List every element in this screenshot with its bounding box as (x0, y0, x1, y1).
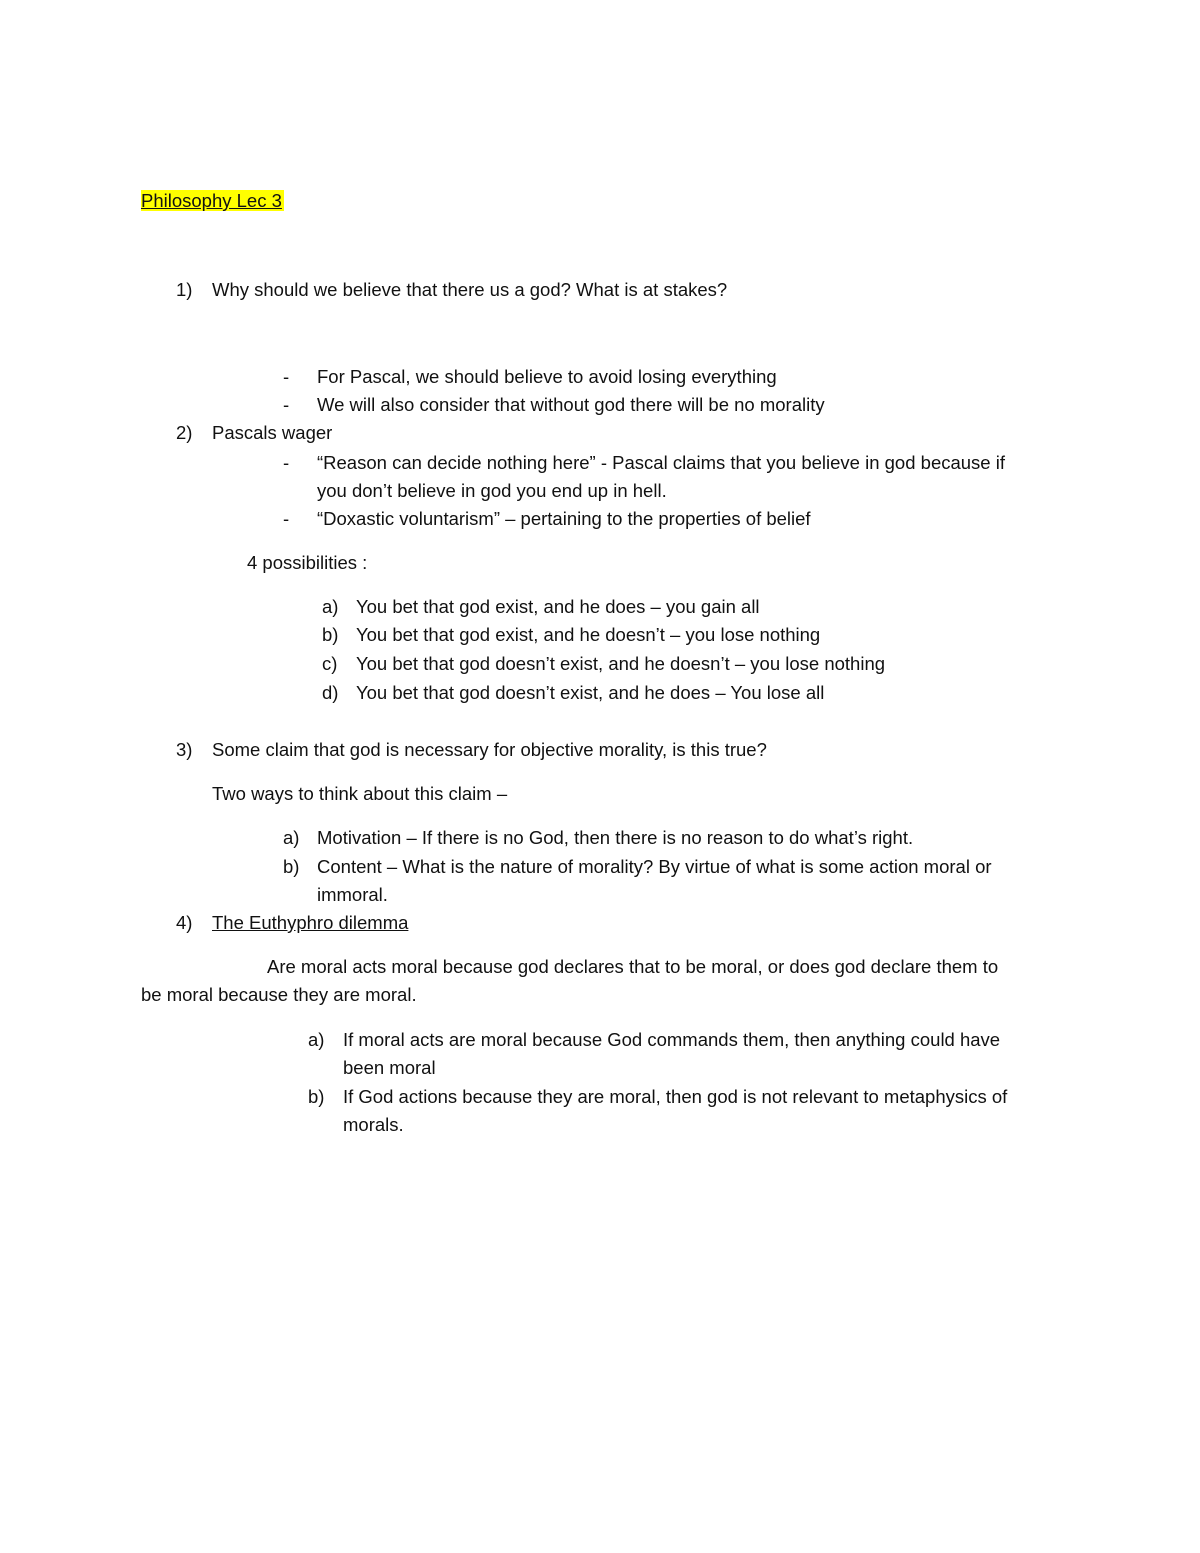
q1-number: 1) (176, 279, 193, 300)
q4-item-b-mark: b) (308, 1086, 325, 1107)
document-title: Philosophy Lec 3 (141, 190, 282, 211)
possibility-a-mark: a) (322, 596, 339, 617)
q4-item-a-mark: a) (308, 1029, 325, 1050)
q4-text: The Euthyphro dilemma (212, 912, 409, 933)
q2-bullet-2-line1: “Doxastic voluntarism” – pertaining to the properties of belief (317, 508, 811, 529)
possibility-d-mark: d) (322, 682, 339, 703)
q1-bullet-2-text: We will also consider that without god there will be no morality (317, 394, 825, 415)
q4-number: 4) (176, 912, 193, 933)
q2-number: 2) (176, 422, 193, 443)
possibility-a-text: You bet that god exist, and he does – you gain all (356, 596, 760, 617)
possibility-b-mark: b) (322, 624, 339, 645)
q2-bullet-1-mark: - (283, 452, 290, 473)
way-a-mark: a) (283, 827, 300, 848)
q2-bullet-2-mark: - (283, 508, 290, 529)
q1-text: Why should we believe that there us a god? What is at stakes? (212, 279, 728, 300)
q1-bullet-2-mark: - (283, 394, 290, 415)
q2-bullet-1-line2: you don’t believe in god you end up in hell. (317, 480, 667, 501)
q2-text: Pascals wager (212, 422, 333, 443)
ways-label: Two ways to think about this claim – (212, 783, 508, 804)
document-title-line (141, 189, 284, 213)
q4-item-b-line2: morals. (343, 1114, 404, 1135)
q1-bullet-1-text: For Pascal, we should believe to avoid losing everything (317, 366, 777, 387)
q4-item-a-line2: been moral (343, 1057, 436, 1078)
q3-text: Some claim that god is necessary for objective morality, is this true? (212, 739, 767, 760)
way-b-line1: Content – What is the nature of morality? By virtue of what is some action moral or (317, 856, 992, 877)
possibilities-label: 4 possibilities : (247, 552, 368, 573)
possibility-d-text: You bet that god doesn’t exist, and he does – You lose all (356, 682, 825, 703)
q2-bullet-1-line1: “Reason can decide nothing here” - Pascal claims that you believe in god because if (317, 452, 1005, 473)
q4-item-a-line1: If moral acts are moral because God commands them, then anything could have (343, 1029, 1001, 1050)
q1-bullet-1-mark: - (283, 366, 290, 387)
possibility-c-text: You bet that god doesn’t exist, and he doesn’t – you lose nothing (356, 653, 886, 674)
q4-item-b-line1: If God actions because they are moral, then god is not relevant to metaphysics of (343, 1086, 1008, 1107)
q4-paragraph-line1: Are moral acts moral because god declares that to be moral, or does god declare them to (267, 956, 999, 977)
q4-paragraph-line2: be moral because they are moral. (141, 984, 417, 1005)
possibility-b-text: You bet that god exist, and he doesn’t – you lose nothing (356, 624, 821, 645)
way-b-line2: immoral. (317, 884, 388, 905)
q3-number: 3) (176, 739, 193, 760)
way-b-mark: b) (283, 856, 300, 877)
way-a-line1: Motivation – If there is no God, then there is no reason to do what’s right. (317, 827, 914, 848)
possibility-c-mark: c) (322, 653, 338, 674)
